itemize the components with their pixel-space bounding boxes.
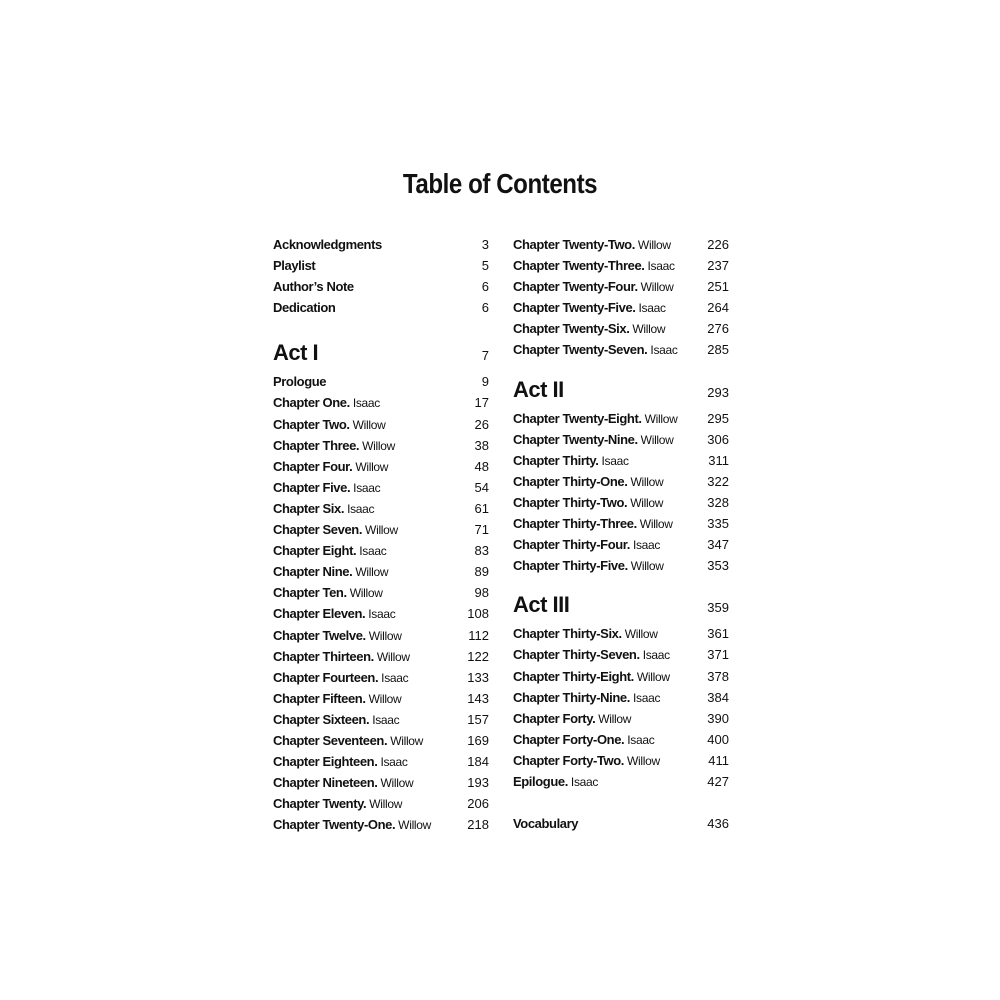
toc-entry-page-number: 218: [467, 817, 489, 833]
section-spacer: [513, 576, 729, 587]
toc-entry-pov: Willow: [630, 495, 664, 510]
toc-entry[interactable]: [513, 771, 729, 792]
toc-entry-pov: Isaac: [647, 259, 675, 274]
toc-entry-title: Chapter Twenty-Five.: [513, 300, 636, 316]
toc-entry-page-number: 71: [474, 522, 489, 538]
toc-entry[interactable]: [273, 772, 489, 793]
toc-entry-title: Act II: [513, 376, 564, 402]
toc-entry-title: Dedication: [273, 300, 336, 316]
toc-entry[interactable]: [513, 534, 729, 555]
toc-entry-pov: Willow: [390, 733, 424, 748]
toc-entry-pov: Isaac: [359, 544, 387, 559]
toc-entry-page-number: 26: [474, 416, 489, 432]
toc-entry-pov: Willow: [644, 411, 678, 426]
toc-entry-pov: Willow: [398, 818, 432, 833]
toc-entry-pov: Willow: [369, 797, 403, 812]
toc-entry[interactable]: [513, 234, 729, 255]
toc-entry[interactable]: [273, 793, 489, 814]
toc-entry-title: Chapter Fifteen.: [273, 690, 366, 706]
toc-entry[interactable]: [273, 667, 489, 688]
toc-entry-page-number: 359: [707, 600, 729, 616]
toc-entry-title: Chapter Forty-Two.: [513, 752, 624, 768]
toc-entry-pov: Willow: [376, 649, 410, 664]
toc-entry-title: Epilogue.: [513, 773, 568, 789]
toc-entry-pov: Willow: [636, 669, 670, 684]
toc-entry-page-number: 251: [707, 279, 729, 295]
toc-entry[interactable]: [273, 709, 489, 730]
toc-act-heading[interactable]: [273, 335, 489, 371]
toc-entry-title: Act I: [273, 340, 319, 366]
toc-entry-title: Chapter Thirty-One.: [513, 473, 628, 489]
toc-entry-page-number: 206: [467, 796, 489, 812]
toc-entry[interactable]: [513, 555, 729, 576]
toc-entry[interactable]: [513, 471, 729, 492]
toc-entry-page-number: 264: [707, 300, 729, 316]
toc-entry[interactable]: [273, 392, 489, 413]
toc-entry[interactable]: [273, 456, 489, 477]
toc-entry[interactable]: [513, 708, 729, 729]
toc-entry-title: Chapter Thirty-Nine.: [513, 689, 630, 705]
toc-entry-pov: Isaac: [353, 480, 381, 495]
toc-entry-title: Chapter Twenty-Two.: [513, 237, 635, 252]
toc-entry[interactable]: [513, 813, 729, 834]
toc-entry-pov: Willow: [380, 776, 414, 791]
toc-entry[interactable]: [273, 540, 489, 561]
toc-entry[interactable]: [513, 318, 729, 339]
toc-entry-title: Chapter Ten.: [273, 585, 347, 601]
toc-entry-page-number: 184: [467, 754, 489, 770]
toc-entry-page-number: 7: [481, 348, 489, 364]
section-spacer: [273, 324, 489, 335]
toc-entry-title: Chapter Twelve.: [273, 627, 366, 643]
toc-entry[interactable]: [273, 646, 489, 667]
toc-entry-pov: Willow: [632, 322, 666, 337]
toc-entry-title: Chapter Twenty.: [273, 796, 367, 812]
toc-entry-pov: Willow: [368, 691, 402, 706]
toc-entry-page-number: 328: [707, 494, 729, 510]
toc-entry-pov: Isaac: [368, 607, 396, 622]
toc-entry-page-number: 322: [707, 473, 729, 489]
toc-entry[interactable]: [273, 276, 489, 297]
toc-entry-title: Chapter Fourteen.: [273, 669, 379, 685]
toc-entry[interactable]: [273, 371, 489, 392]
toc-entry-page-number: 38: [474, 437, 489, 453]
toc-entry-title: Chapter Nine.: [273, 564, 353, 580]
toc-entry[interactable]: [273, 435, 489, 456]
toc-entry[interactable]: [513, 750, 729, 771]
toc-entry-title: Author’s Note: [273, 279, 354, 295]
toc-entry-title: Act III: [513, 592, 570, 618]
toc-entry-pov: Isaac: [627, 732, 655, 747]
toc-entry-pov: Willow: [365, 523, 398, 538]
toc-entry-page-number: 89: [474, 564, 489, 580]
toc-entry-page-number: 17: [474, 395, 489, 411]
toc-entry-page-number: 6: [481, 300, 489, 316]
toc-entry-pov: Willow: [639, 517, 673, 532]
toc-entry-title: Chapter Thirty-Seven.: [513, 647, 640, 663]
toc-entry[interactable]: [273, 625, 489, 646]
toc-entry-title: Chapter Two.: [273, 416, 350, 432]
toc-entry-pov: Willow: [349, 586, 383, 601]
toc-entry[interactable]: [273, 498, 489, 519]
toc-entry-page-number: 143: [467, 690, 489, 706]
toc-entry-page-number: 83: [474, 543, 489, 559]
toc-entry-title: Chapter Four.: [273, 458, 353, 474]
toc-entry-pov: Isaac: [381, 670, 409, 685]
toc-entry-page-number: 311: [708, 452, 729, 468]
toc-entry[interactable]: [273, 814, 489, 835]
toc-entry-page-number: 390: [707, 710, 729, 726]
toc-entry-page-number: 157: [467, 711, 489, 727]
toc-entry-title: Chapter Thirty-Eight.: [513, 668, 634, 684]
toc-entry-pov: Willow: [630, 474, 664, 489]
toc-entry-title: Chapter Thirty.: [513, 452, 599, 468]
toc-entry-pov: Willow: [637, 238, 671, 252]
toc-entry-page-number: 193: [467, 775, 489, 791]
toc-entry[interactable]: [513, 450, 729, 471]
toc-entry[interactable]: [273, 297, 489, 318]
toc-entry-page-number: 427: [707, 773, 729, 789]
toc-entry[interactable]: [513, 255, 729, 276]
toc-entry-title: Chapter Six.: [273, 500, 345, 516]
toc-entry-pov: Willow: [640, 432, 674, 447]
toc-entry[interactable]: [513, 276, 729, 297]
toc-entry[interactable]: [513, 623, 729, 644]
toc-entry-title: Chapter Thirty-Four.: [513, 537, 630, 553]
toc-entry[interactable]: [513, 729, 729, 750]
toc-entry-pov: Willow: [627, 753, 660, 768]
toc-entry-title: Chapter Twenty-Three.: [513, 258, 645, 274]
toc-entry[interactable]: [273, 582, 489, 603]
toc-entry-page-number: 400: [707, 731, 729, 747]
toc-entry-pov: Willow: [355, 565, 389, 580]
toc-entry-page-number: 54: [474, 479, 489, 495]
toc-entry[interactable]: [513, 644, 729, 665]
toc-entry-title: Chapter Thirty-Three.: [513, 516, 637, 532]
toc-entry-pov: Isaac: [632, 538, 661, 553]
toc-entry[interactable]: [273, 414, 489, 435]
toc-entry-title: Prologue: [273, 374, 327, 390]
toc-entry-page-number: 347: [707, 537, 729, 553]
toc-entry-pov: Isaac: [642, 648, 670, 663]
toc-entry-title: Chapter Thirty-Six.: [513, 626, 622, 642]
toc-entry-title: Chapter Nineteen.: [273, 775, 378, 791]
toc-entry-page-number: 361: [707, 626, 729, 642]
toc-entry-page-number: 6: [481, 279, 489, 295]
toc-entry-pov: Isaac: [380, 755, 408, 770]
toc-entry-title: Chapter Thirty-Two.: [513, 494, 628, 510]
toc-entry[interactable]: [273, 255, 489, 276]
toc-entry[interactable]: [273, 519, 489, 540]
toc-entry[interactable]: [273, 603, 489, 624]
toc-entry[interactable]: [273, 688, 489, 709]
toc-entry[interactable]: [513, 687, 729, 708]
toc-entry[interactable]: [273, 561, 489, 582]
toc-entry-page-number: 371: [707, 647, 729, 663]
toc-entry[interactable]: [513, 492, 729, 513]
toc-act-heading[interactable]: [513, 587, 729, 623]
toc-entry-title: Chapter Twenty-Six.: [513, 321, 630, 337]
toc-entry-page-number: 237: [707, 258, 729, 274]
toc-entry-pov: Isaac: [632, 690, 661, 705]
toc-entry-page-number: 133: [467, 669, 489, 685]
toc-entry[interactable]: [273, 477, 489, 498]
toc-entry-page-number: 384: [707, 689, 729, 705]
toc-entry-pov: Isaac: [347, 501, 375, 516]
toc-entry[interactable]: [513, 513, 729, 534]
toc-act-heading[interactable]: [513, 372, 729, 408]
toc-entry-page-number: 285: [707, 342, 729, 358]
toc-entry-page-number: 169: [467, 732, 489, 748]
toc-entry-pov: Isaac: [372, 712, 400, 727]
section-spacer: [513, 361, 729, 372]
page-title: Table of Contents: [402, 168, 598, 199]
toc-entry-page-number: 306: [707, 431, 729, 447]
toc-entry-pov: Isaac: [570, 774, 599, 789]
toc-entry-title: Chapter Twenty-Four.: [513, 279, 638, 295]
toc-entry-page-number: 48: [474, 458, 489, 474]
toc-entry-page-number: 353: [707, 558, 729, 574]
toc-entry-title: Chapter Twenty-Eight.: [513, 410, 642, 426]
toc-entry-title: Chapter Twenty-One.: [273, 817, 396, 833]
toc-entry-page-number: 9: [481, 374, 489, 390]
toc-entry-pov: Willow: [598, 711, 632, 726]
toc-entry-page-number: 411: [708, 752, 729, 768]
toc-entry-pov: Willow: [352, 417, 386, 432]
toc-right-column: [513, 234, 729, 834]
toc-entry-title: Chapter Thirteen.: [273, 648, 374, 664]
toc-entry-page-number: 436: [707, 816, 729, 832]
toc-entry-pov: Isaac: [601, 453, 629, 468]
toc-entry-page-number: 226: [707, 237, 729, 252]
toc-entry[interactable]: [513, 339, 729, 360]
toc-entry-title: Chapter Sixteen.: [273, 711, 370, 727]
toc-entry-title: Chapter Twenty-Nine.: [513, 431, 638, 447]
toc-entry-page-number: 335: [707, 516, 729, 532]
section-spacer: [513, 792, 729, 813]
toc-entry-pov: Isaac: [650, 343, 678, 358]
toc-entry-title: Chapter Eighteen.: [273, 754, 378, 770]
toc-entry[interactable]: [513, 429, 729, 450]
toc-entry-page-number: 112: [468, 627, 489, 643]
toc-entry[interactable]: [273, 751, 489, 772]
toc-entry-title: Chapter Seventeen.: [273, 732, 388, 748]
toc-entry-title: Chapter Three.: [273, 437, 360, 453]
toc-entry-title: Playlist: [273, 258, 316, 274]
toc-entry[interactable]: [513, 408, 729, 429]
toc-entry-pov: Willow: [640, 280, 674, 295]
toc-entry-page-number: 122: [467, 648, 489, 664]
toc-entry-title: Chapter Thirty-Five.: [513, 558, 628, 574]
toc-entry-page-number: 378: [707, 668, 729, 684]
toc-entry-page-number: 293: [707, 384, 729, 400]
toc-entry[interactable]: [273, 730, 489, 751]
toc-entry-page-number: 108: [467, 606, 489, 622]
toc-entry-page-number: 295: [707, 410, 729, 426]
toc-entry-title: Chapter One.: [273, 395, 350, 411]
toc-entry-pov: Willow: [362, 438, 396, 453]
toc-entry-title: Chapter Eleven.: [273, 606, 366, 622]
toc-entry-page-number: 276: [707, 321, 729, 337]
toc-entry-title: Acknowledgments: [273, 237, 382, 252]
toc-entry-pov: Willow: [624, 627, 658, 642]
toc-left-column: [273, 234, 489, 835]
toc-entry-title: Chapter Forty-One.: [513, 731, 625, 747]
toc-entry-page-number: 3: [481, 237, 489, 252]
toc-entry-pov: Isaac: [638, 301, 666, 316]
toc-entry-title: Vocabulary: [513, 816, 579, 832]
toc-entry[interactable]: [513, 666, 729, 687]
toc-entry-title: Chapter Twenty-Seven.: [513, 342, 648, 358]
toc-entry-title: Chapter Seven.: [273, 522, 363, 538]
toc-entry-page-number: 98: [474, 585, 489, 601]
toc-entry-pov: Isaac: [352, 396, 381, 411]
toc-entry-pov: Willow: [368, 628, 402, 643]
toc-entry-pov: Willow: [630, 559, 664, 574]
toc-entry-page-number: 61: [474, 500, 489, 516]
toc-entry[interactable]: [513, 297, 729, 318]
toc-entry[interactable]: [273, 234, 489, 255]
toc-entry-title: Chapter Forty.: [513, 710, 596, 726]
toc-entry-title: Chapter Eight.: [273, 543, 357, 559]
toc-entry-page-number: 5: [481, 258, 489, 274]
toc-entry-pov: Willow: [355, 459, 389, 474]
toc-entry-title: Chapter Five.: [273, 479, 351, 495]
